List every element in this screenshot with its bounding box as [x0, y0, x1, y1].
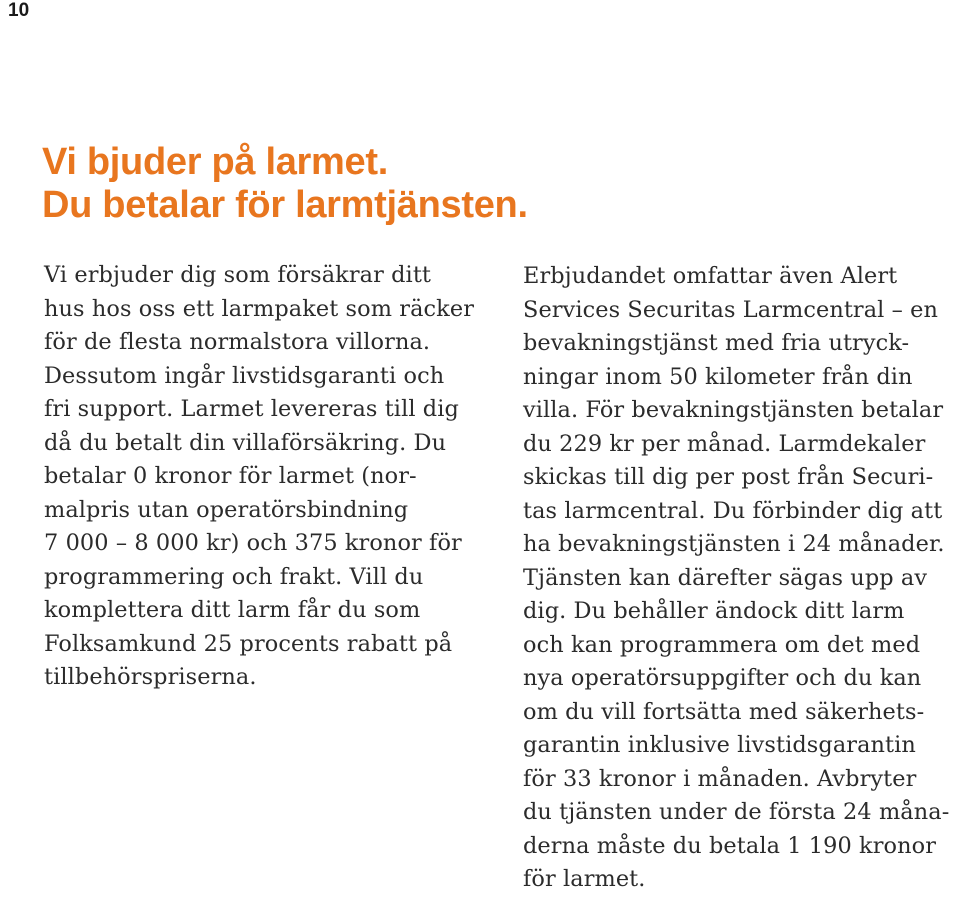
- page-number: 10: [8, 0, 30, 21]
- text-line: skickas till dig per post från Securi-: [523, 464, 934, 490]
- text-line: du tjänsten under de första 24 måna-: [523, 799, 950, 825]
- text-line: ha bevakningstjänsten i 24 månader.: [523, 531, 945, 557]
- text-line: hus hos oss ett larmpaket som räcker: [44, 295, 474, 322]
- page-title: [42, 141, 528, 227]
- text-line: då du betalt din villaförsäkring. Du: [44, 429, 447, 456]
- text-line: Services Securitas Larmcentral – en: [523, 296, 939, 323]
- title-line-1: Vi bjuder på larmet.: [42, 141, 388, 183]
- text-line: för larmet.: [523, 866, 646, 892]
- text-line: malpris utan operatörsbindning: [44, 496, 409, 523]
- text-line: för de flesta normalstora villorna.: [44, 329, 431, 355]
- text-line: bevakningstjänst med fria utryck-: [523, 330, 910, 356]
- body-left-column: [44, 259, 474, 695]
- text-line: Erbjudandet omfattar även Alert: [523, 263, 898, 289]
- text-line: garantin inklusive livstidsgarantin: [523, 732, 916, 758]
- title-line-2: Du betalar för larmtjänsten.: [42, 184, 528, 226]
- text-line: Vi erbjuder dig som försäkrar ditt: [44, 262, 432, 288]
- text-line: Dessutom ingår livstidsgaranti och: [44, 362, 445, 389]
- text-line: dig. Du behåller ändock ditt larm: [523, 598, 905, 624]
- text-line: Tjänsten kan därefter sägas upp av: [523, 564, 928, 591]
- text-line: ningar inom 50 kilometer från din: [523, 363, 913, 390]
- text-line: betalar 0 kronor för larmet (nor-: [44, 463, 417, 489]
- text-line: fri support. Larmet levereras till dig: [44, 396, 459, 422]
- text-line: Folksamkund 25 procents rabatt på: [44, 630, 453, 657]
- text-line: derna måste du betala 1 190 kronor: [523, 832, 937, 859]
- text-line: tas larmcentral. Du förbinder dig att: [523, 497, 943, 524]
- text-line: nya operatörsuppgifter och du kan: [523, 665, 922, 691]
- text-line: komplettera ditt larm får du som: [44, 597, 421, 623]
- body-right-column: [523, 260, 949, 897]
- text-line: villa. För bevakningstjänsten betalar: [523, 397, 944, 423]
- text-line: för 33 kronor i månaden. Avbryter: [523, 765, 917, 792]
- text-line: om du vill fortsätta med säkerhets-: [523, 698, 925, 725]
- text-line: tillbehörspriserna.: [44, 664, 257, 690]
- text-line: programmering och frakt. Vill du: [44, 563, 424, 590]
- text-line: 7 000 – 8 000 kr) och 375 kronor för: [44, 530, 462, 556]
- text-line: du 229 kr per månad. Larmdekaler: [523, 430, 926, 457]
- text-line: och kan programmera om det med: [523, 631, 921, 658]
